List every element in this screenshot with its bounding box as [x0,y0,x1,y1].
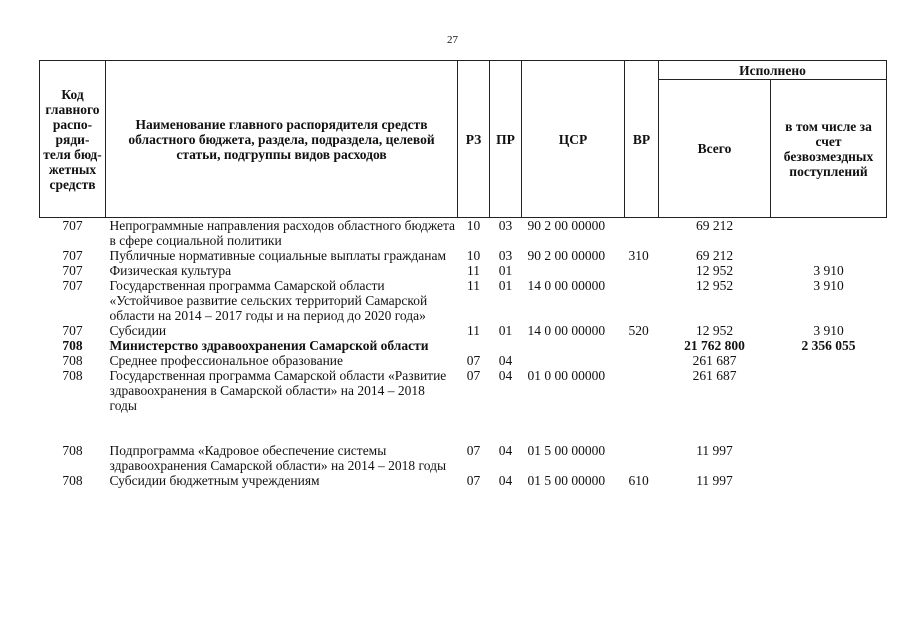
cell-pr: 04 [498,353,513,368]
cell-code: 708 [62,443,83,458]
cell-free: 3 910 [813,278,844,293]
cell-csr [522,263,625,278]
spacer-row [40,413,887,443]
cell-csr: 90 2 00 00000 [527,218,606,233]
cell-vr: 520 [628,323,649,338]
cell-total: 21 762 800 [684,338,745,353]
cell-free [771,368,887,413]
cell-name: Субсидии [109,323,167,338]
header-executed: Исполнено [659,61,887,80]
cell-name: Субсидии бюджетным учреждениям [109,473,320,488]
table-row [40,473,887,488]
header-rz: РЗ [458,61,490,218]
cell-total: 69 212 [695,248,734,263]
cell-rz: 07 [466,443,481,458]
header-name: Наименование главного распорядителя средств областного бюджета, раздела, подраздела, целевой статьи, подгруппы видов расходов [106,61,458,218]
cell-rz: 11 [467,263,480,278]
cell-total: 11 997 [696,443,733,458]
cell-code: 707 [62,248,83,263]
cell-code: 707 [62,263,83,278]
table-row [40,368,887,413]
cell-vr: 610 [628,473,649,488]
cell-total: 12 952 [695,323,734,338]
cell-vr: 310 [628,248,649,263]
cell-csr [522,353,625,368]
spacer-cell [40,413,887,443]
cell-code: 708 [62,353,83,368]
table-row [40,338,887,353]
cell-rz: 10 [466,218,481,233]
header-vr: ВР [625,61,659,218]
cell-free [771,218,887,249]
cell-code: 708 [62,368,83,383]
cell-free: 3 910 [813,263,844,278]
cell-vr [625,278,659,323]
header-pr: ПР [490,61,522,218]
cell-name: Среднее профессиональное образование [109,353,344,368]
cell-code: 708 [62,338,83,353]
cell-pr: 03 [498,218,513,233]
cell-total: 12 952 [695,263,734,278]
cell-free: 2 356 055 [801,338,856,353]
budget-execution-table [39,60,887,488]
cell-vr [625,263,659,278]
header-free: в том числе за счет безвозмездных поступлений [771,80,887,218]
cell-pr: 01 [498,263,513,278]
cell-vr [625,443,659,473]
cell-name: Физическая культура [109,263,232,278]
cell-name: Публичные нормативные социальные выплаты гражданам [109,248,447,263]
cell-name: Государственная программа Самарской области «Устойчивое развитие сельских территорий Самарской области на 2014 – 2017 годы и на период до 2020 года» [109,278,428,323]
cell-code: 707 [62,278,83,293]
cell-vr [625,368,659,413]
table-row [40,443,887,473]
cell-pr: 04 [498,473,513,488]
header-total: Всего [659,80,771,218]
cell-free [771,248,887,263]
cell-pr: 01 [498,323,513,338]
cell-code: 707 [62,218,83,233]
cell-pr: 04 [498,368,513,383]
cell-name: Министерство здравоохранения Самарской области [109,338,429,353]
cell-free [771,473,887,488]
cell-rz: 07 [466,368,481,383]
cell-csr: 01 5 00 00000 [527,473,606,488]
table-row [40,218,887,249]
cell-free [771,353,887,368]
cell-pr: 01 [498,278,513,293]
cell-rz: 07 [466,353,481,368]
cell-name: Непрограммные направления расходов областного бюджета в сфере социальной политики [109,218,456,248]
cell-code: 708 [62,473,83,488]
cell-vr [625,218,659,249]
cell-csr: 90 2 00 00000 [527,248,606,263]
cell-free: 3 910 [813,323,844,338]
cell-rz: 11 [467,323,480,338]
cell-rz: 07 [466,473,481,488]
cell-total: 12 952 [695,278,734,293]
page-number: 27 [447,34,458,46]
cell-free [771,443,887,473]
table-row [40,323,887,338]
cell-rz: 10 [466,248,481,263]
header-csr: ЦСР [522,61,625,218]
cell-csr: 14 0 00 00000 [527,278,606,293]
cell-total: 69 212 [695,218,734,233]
cell-rz [458,338,490,353]
cell-name: Государственная программа Самарской области «Развитие здравоохранения в Самарской области» на 2014 – 2018 годы [109,368,447,413]
cell-code: 707 [62,323,83,338]
cell-csr: 01 5 00 00000 [527,443,606,458]
table-row [40,353,887,368]
cell-rz: 11 [467,278,480,293]
cell-csr: 14 0 00 00000 [527,323,606,338]
table-body [40,218,887,489]
header-code: Код главного распо-ряди-теля бюд-жетных средств [40,61,106,218]
cell-csr: 01 0 00 00000 [527,368,606,383]
cell-pr: 04 [498,443,513,458]
table-row [40,263,887,278]
cell-vr [625,338,659,353]
table-row [40,278,887,323]
cell-vr [625,353,659,368]
cell-total: 261 687 [692,368,737,383]
cell-pr [490,338,522,353]
cell-total: 11 997 [696,473,733,488]
cell-pr: 03 [498,248,513,263]
cell-csr [522,338,625,353]
header-row-top [40,61,887,80]
cell-total: 261 687 [692,353,737,368]
table-row [40,248,887,263]
cell-name: Подпрограмма «Кадровое обеспечение системы здравоохранения Самарской области» на 2014 – 2018 годы [109,443,447,473]
